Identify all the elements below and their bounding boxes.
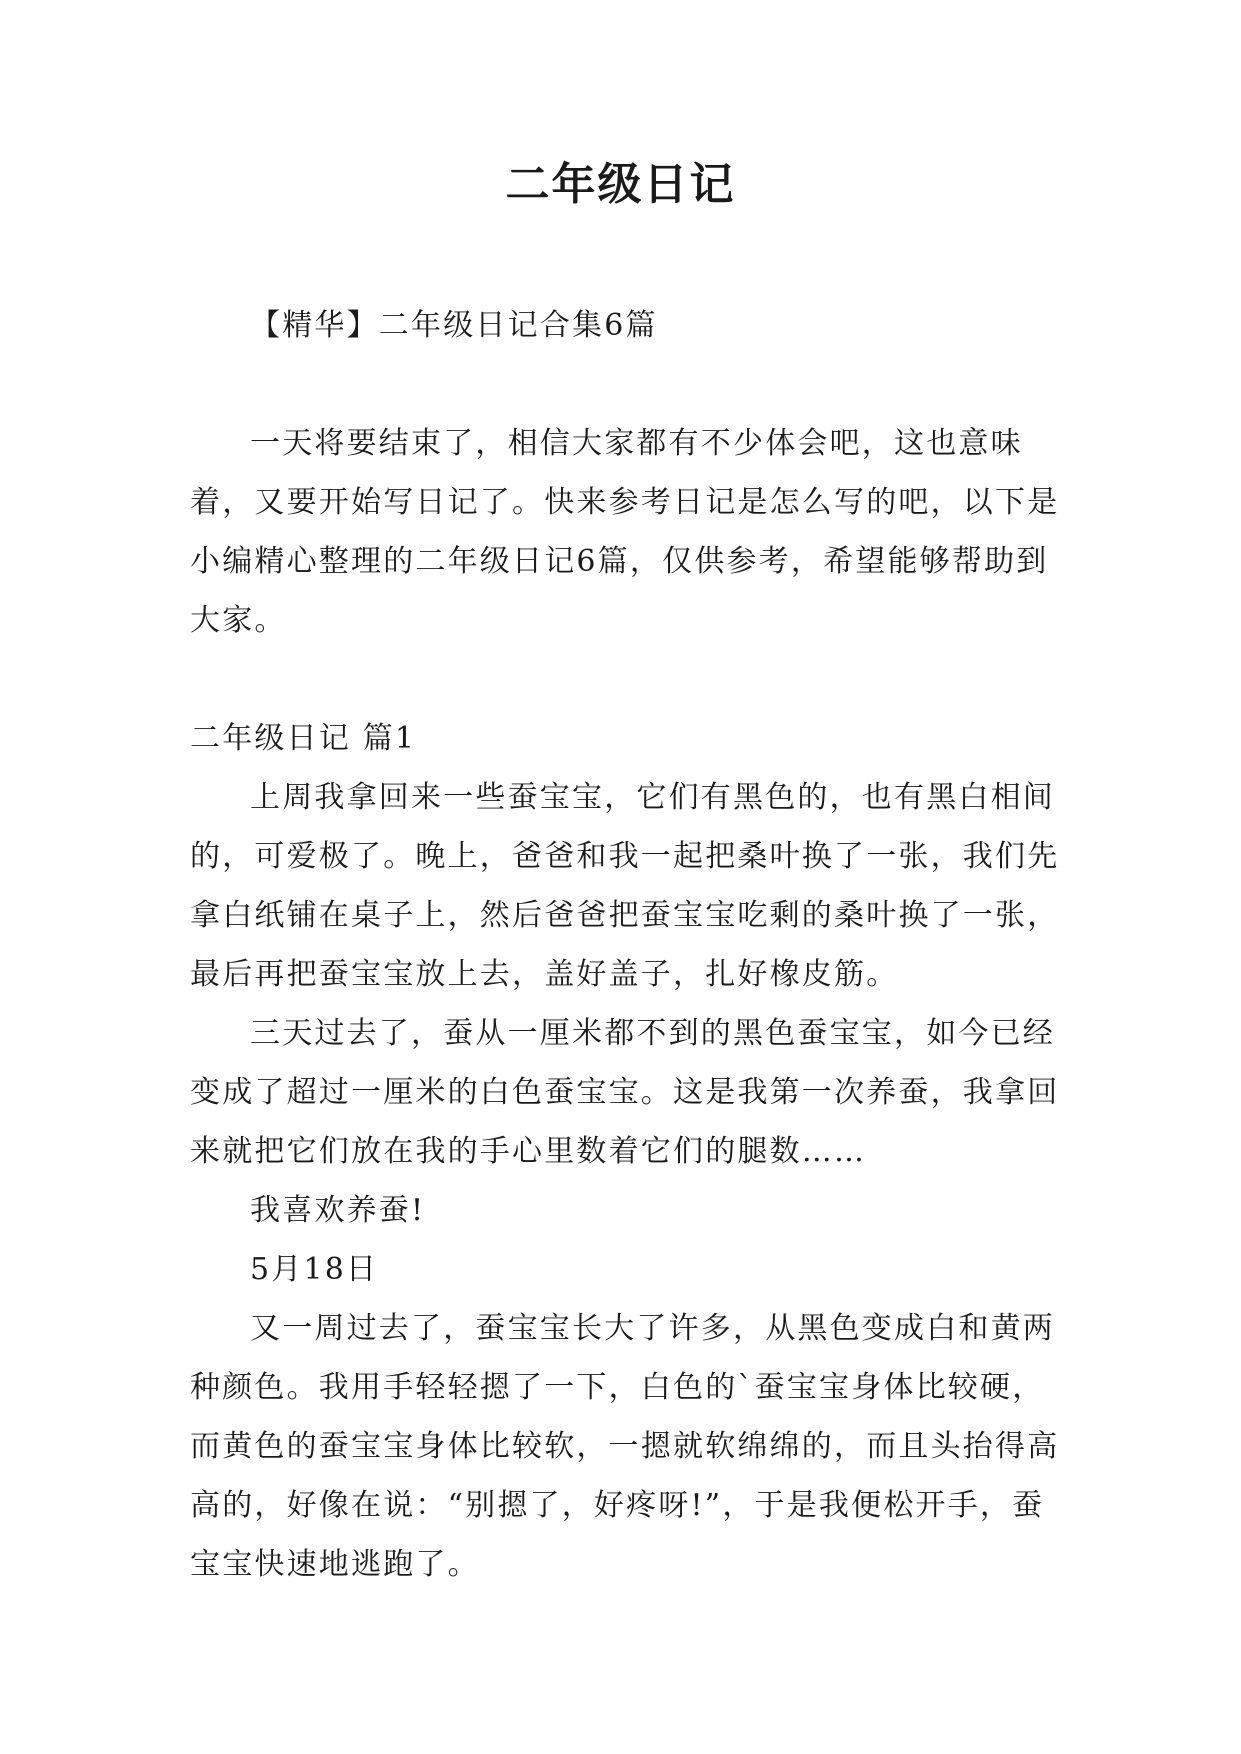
document-body xyxy=(190,296,1060,1594)
section-heading: 二年级日记 篇1 xyxy=(190,721,417,756)
document-subtitle: 【精华】二年级日记合集6篇 xyxy=(250,308,658,343)
intro-paragraph: 一天将要结束了，相信大家都有不少体会吧，这也意味着，又要开始写日记了。快来参考日记是怎么写的吧，以下是小编精心整理的二年级日记6篇，仅供参考，希望能够帮助到大家。 xyxy=(190,426,1060,638)
document-title: 二年级日记 xyxy=(505,159,736,210)
body-paragraph: 我喜欢养蚕! xyxy=(250,1193,426,1228)
body-paragraph: 又一周过去了，蚕宝宝长大了许多，从黑色变成白和黄两种颜色。我用手轻轻摁了一下，白色的`蚕宝宝身体比较硬，而黄色的蚕宝宝身体比较软，一摁就软绵绵的，而且头抬得高高的，好像在说：“别摁了，好疼呀!”，于是我便松开手，蚕宝宝快速地逃跑了。 xyxy=(190,1311,1060,1582)
body-paragraph: 上周我拿回来一些蚕宝宝，它们有黑色的，也有黑白相间的，可爱极了。晚上，爸爸和我一起把桑叶换了一张，我们先拿白纸铺在桌子上，然后爸爸把蚕宝宝吃剩的桑叶换了一张，最后再把蚕宝宝放上去，盖好盖子，扎好橡皮筋。 xyxy=(190,780,1060,992)
body-paragraph: 三天过去了，蚕从一厘米都不到的黑色蚕宝宝，如今已经变成了超过一厘米的白色蚕宝宝。这是我第一次养蚕，我拿回来就把它们放在我的手心里数着它们的腿数…… xyxy=(190,1016,1060,1169)
diary-date: 5月18日 xyxy=(250,1252,379,1287)
